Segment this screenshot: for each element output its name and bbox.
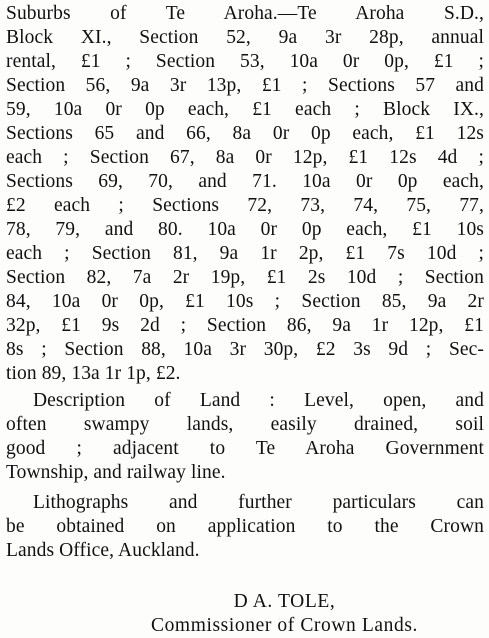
notice-line-3: rental, £1 ; Section 53, 10a 0r 0p, £1 ; — [6, 51, 484, 72]
notice-line-7: each ; Section 67, 8a 0r 12p, £1 12s 4d ; — [6, 147, 484, 168]
description-line-4: Township, and railway line. — [6, 462, 226, 483]
notice-line-9: £2 each ; Sections 72, 73, 74, 75, 77, — [6, 195, 484, 216]
notice-line-4: Section 56, 9a 3r 13p, £1 ; Sections 57 and — [6, 75, 484, 96]
notice-line-12: Section 82, 7a 2r 19p, £1 2s 10d ; Section — [6, 267, 484, 288]
notice-line-1: Suburbs of Te Aroha.—Te Aroha S.D., — [6, 3, 484, 24]
notice-line-5: 59, 10a 0r 0p each, £1 each ; Block IX., — [6, 99, 484, 120]
notice-line-16: tion 89, 13a 1r 1p, £2. — [6, 363, 181, 384]
description-line-3: good ; adjacent to Te Aroha Government — [6, 438, 484, 459]
notice-line-6: Sections 65 and 66, 8a 0r 0p each, £1 12s — [6, 123, 484, 144]
notice-line-14: 32p, £1 9s 2d ; Section 86, 9a 1r 12p, £1 — [6, 315, 484, 336]
particulars-line-2: be obtained on application to the Crown — [6, 516, 484, 537]
notice-line-8: Sections 69, 70, and 71. 10a 0r 0p each, — [6, 171, 484, 192]
notice-line-13: 84, 10a 0r 0p, £1 10s ; Section 85, 9a 2r — [6, 291, 484, 312]
description-line-1: Description of Land : Level, open, and — [33, 390, 484, 411]
notice-line-10: 78, 79, and 80. 10a 0r 0p each, £1 10s — [6, 219, 484, 240]
description-line-2: often swampy lands, easily drained, soil — [6, 414, 484, 435]
particulars-line-3: Lands Office, Auckland. — [6, 540, 200, 561]
signatory-name: D A. TOLE, — [233, 591, 336, 612]
notice-line-15: 8s ; Section 88, 10a 3r 30p, £2 3s 9d ; Sec- — [6, 339, 484, 360]
notice-line-2: Block XI., Section 52, 9a 3r 28p, annual — [6, 27, 484, 48]
notice-line-11: each ; Section 81, 9a 1r 2p, £1 7s 10d ; — [6, 243, 484, 264]
signatory-title: Commissioner of Crown Lands. — [150, 615, 419, 636]
particulars-line-1: Lithographs and further particulars can — [33, 492, 484, 513]
